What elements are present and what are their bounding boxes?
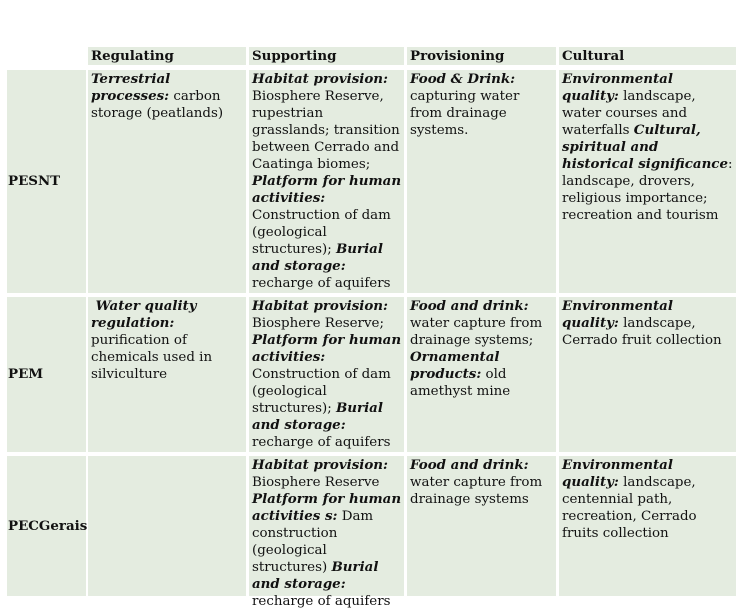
row-label-pesnt: PESNT [8,173,61,189]
term: Platform for human activities: [252,173,402,206]
cell-text: landscape, water courses and waterfalls [562,89,696,138]
header-cultural: Cultural [562,48,625,64]
cell-text: Biosphere Reserve, rupestrian grasslands; transition between Cerrado and Caatinga biomes; [252,89,400,172]
cell-text: water capture from drainage systems [410,475,543,507]
cell-text: Dam construction (geological structures) [252,509,374,575]
table-cell [88,297,246,452]
cell-text: recharge of aquifers [252,276,391,291]
cell-text: : landscape, drovers, religious importance; recreation and tourism [562,157,733,223]
header-regulating: Regulating [91,48,174,64]
term: Food and drink: [410,457,529,473]
term: Food and drink: [410,298,529,314]
cell-text: landscape, Cerrado fruit collection [562,316,722,348]
cell-text: Construction of dam (geological structures); [252,367,391,416]
cell-text: purification of chemicals used in silviculture [91,333,213,382]
row-label-pem: PEM [8,366,44,382]
term: Environmental quality: [562,457,673,490]
table-cell [559,456,736,596]
term: Cultural, spiritual and historical significance [562,122,728,172]
term: Platform for human activities s: [252,491,402,524]
table-cell [559,70,736,293]
cell-text: recharge of aquifers [252,435,391,450]
term: Platform for human activities: [252,332,402,365]
cell-text: capturing water from drainage systems. [410,89,520,138]
cell-text: landscape, centennial path, recreation, Cerrado fruits collection [562,475,697,541]
table-cell [407,297,556,452]
term: Burial and storage: [252,241,383,274]
cell-text: water capture from drainage systems; [410,316,543,348]
table-cell [249,70,404,293]
term: Habitat provision: [252,457,388,473]
cell-text: carbon storage (peatlands) [91,89,224,121]
term: Burial and storage: [252,559,379,592]
cell-text: Biosphere Reserve [252,475,380,490]
term: Environmental quality: [562,71,673,104]
cell-text: Construction of dam (geological structures); [252,208,391,257]
term: Terrestrial processes: [91,71,171,104]
row-label-pecgerais: PECGerais [8,517,88,534]
term: Burial and storage: [252,400,383,433]
term: Habitat provision: [252,71,388,87]
table-cell [407,456,556,596]
header-provisioning: Provisioning [410,48,505,64]
term: Environmental quality: [562,298,673,331]
cell-text: Biosphere Reserve; [252,316,384,331]
table-cell [559,297,736,452]
term: Habitat provision: [252,298,388,314]
term: Water quality regulation: [91,298,197,331]
table-cell [407,70,556,293]
header-supporting: Supporting [252,48,337,64]
table-cell [249,456,404,609]
term: Food & Drink: [410,71,516,87]
table-cell [249,297,404,452]
cell-text: old amethyst mine [410,367,511,399]
term: Ornamental products: [410,349,500,382]
cell-text: recharge of aquifers [252,594,391,609]
table-cell [88,70,246,293]
cell-r3-regulating [88,456,246,596]
